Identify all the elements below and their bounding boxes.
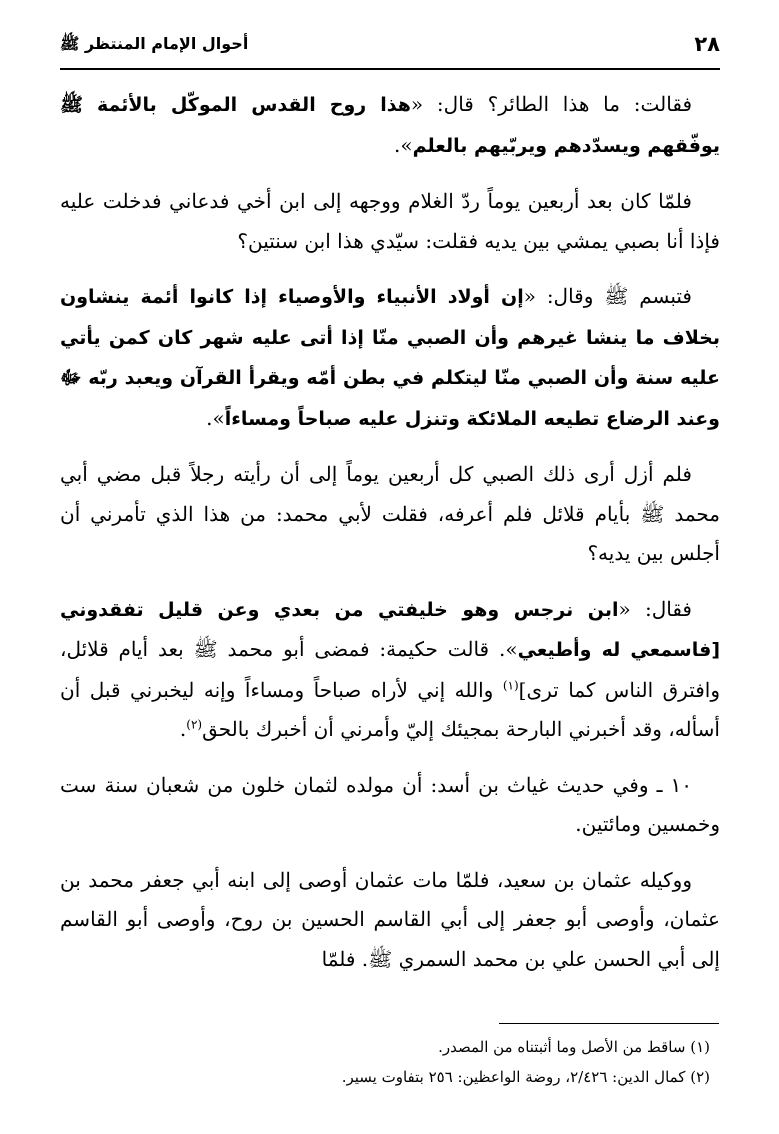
quoted-speech: ابن نرجس وهو خليفتي من بعدي وعن قليل تفقدوني [فاسمعي له وأطيعي: [60, 598, 720, 661]
text-run: ».: [206, 405, 225, 430]
paragraph: [60, 590, 720, 750]
text-run: ». قالت حكيمة: فمضى أبو محمد ﷺ بعد أيام قلائل، وافترق الناس كما ترى]: [60, 637, 721, 702]
header-rule: [60, 68, 720, 70]
text-run: ».: [394, 132, 413, 157]
quoted-speech: هذا روح القدس الموكّل بالأئمة ﷺ يوفّقهم ويسدّدهم ويربّيهم بالعلم: [60, 94, 720, 157]
paragraph: [60, 277, 720, 439]
text-run: ١٠ ـ وفي حديث غياث بن أسد: أن مولده لثمان خلون من شعبان سنة ست وخمسين ومائتين.: [60, 772, 720, 836]
footnote-marker: (٢): [186, 717, 203, 732]
text-run: والله إني لأراه صباحاً ومساءاً وإنه ليخبرني قبل أن أسأله، وقد أخبرني البارحة بمجيئك إليّ وأمرني أن أخبرك بالحق: [60, 677, 720, 741]
footnote-2: (٢) كمال الدين: ٢/٤٢٦، روضة الواعظين: ٢٥٦ بتفاوت يسير.: [341, 1068, 710, 1086]
text-run: ووكيله عثمان بن سعيد، فلمّا مات عثمان أوصى إلى ابنه أبي جعفر محمد بن عثمان، وأوصى أبو جعفر إلى أبي القاسم الحسين بن روح، وأوصى أبو القاسم إلى أبي الحسن علي بن محمد السمري ﷺ. فلمّا: [60, 867, 720, 971]
running-title: أحوال الإمام المنتظر ﷺ: [60, 34, 249, 53]
text-run: فتبسم ﷺ وقال: «: [523, 284, 692, 308]
text-run: فقالت: ما هذا الطائر؟ قال: «: [410, 92, 693, 116]
quoted-speech: إن أولاد الأنبياء والأوصياء إذا كانوا أئمة ينشاون بخلاف ما ينشا غيرهم وأن الصبي منّا إذا أتى عليه شهر كان كمن يأتي عليه سنة وأن الصبي منّا ليتكلم في بطن أمّه ويقرأ القرآن ويعبد ربّه ﷻ وعند الرضاع تطيعه الملائكة وتنزل عليه صباحاً ومساءاً: [60, 286, 720, 430]
text-run: فلمّا كان بعد أربعين يوماً ردّ الغلام ووجهه إلى ابن أخي فدعاني فدخلت عليه فإذا أنا بصبي يمشي بين يديه فقلت: سيّدي هذا ابن سنتين؟: [60, 189, 720, 253]
footnote-marker: (١): [502, 677, 519, 692]
text-run: فقال: «: [618, 596, 692, 621]
paragraph: [60, 182, 720, 261]
footnote-rule: [499, 1023, 719, 1024]
paragraph: [60, 455, 720, 574]
footnotes: [60, 1032, 720, 1092]
body-text: [60, 85, 720, 995]
text-run: .: [179, 717, 187, 741]
page-number: ٢٨: [694, 32, 720, 56]
paragraph: [60, 85, 720, 166]
text-run: فلم أزل أرى ذلك الصبي كل أربعين يوماً إلى أن رأيته رجلاً قبل مضي أبي محمد ﷺ بأيام قلائل فلم أعرفه، فقلت لأبي محمد: من هذا الذي تأمرني أن أجلس بين يديه؟: [60, 462, 720, 565]
paragraph: [60, 766, 720, 845]
page-header: [60, 30, 720, 64]
paragraph: [60, 861, 720, 980]
footnote-1: (١) ساقط من الأصل وما أثبتناه من المصدر.: [438, 1038, 710, 1056]
